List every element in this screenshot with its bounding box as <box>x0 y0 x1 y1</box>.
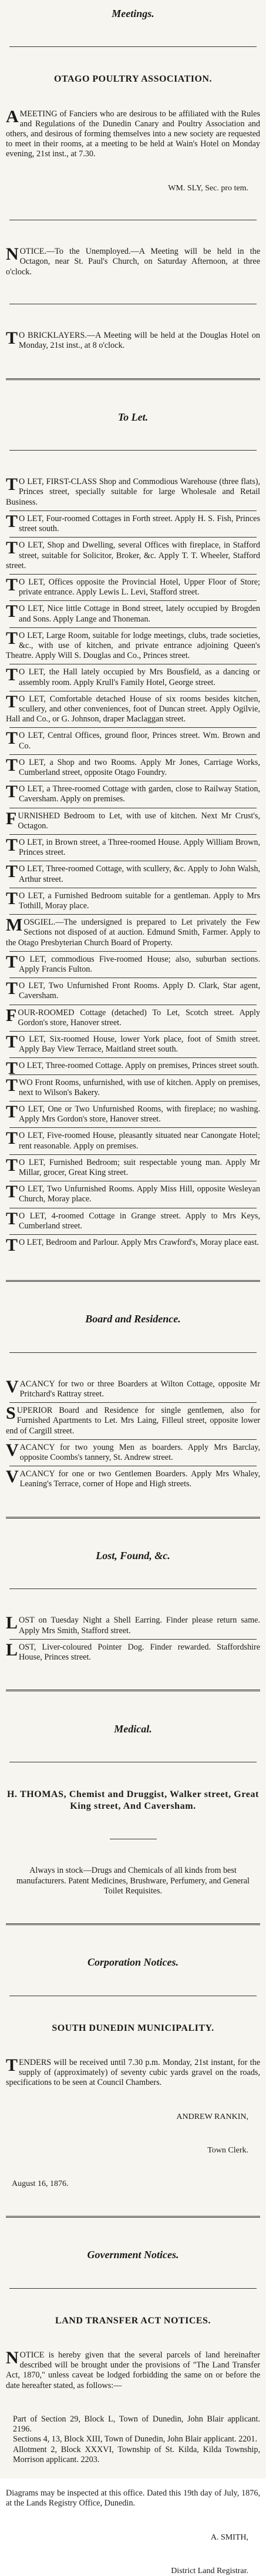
section-heading-to-let: To Let. <box>117 411 149 423</box>
to-let-advert: TO LET, 4-roomed Cottage in Grange street. Apply to Mrs Keys, Cumberland street. <box>6 1208 260 1231</box>
to-let-advert: MOSGIEL.—The undersigned is prepared to Let privately the Few Sections not disposed of at auction. Edmund Smith, Farmer. Apply to the Otago Presbyterian Church Board of Property. <box>6 915 260 948</box>
land-parcel-item: Sections 4, 13, Block XIII, Town of Dunedin, John Blair applicant. 2201. <box>13 2434 258 2444</box>
section-divider <box>6 2216 260 2218</box>
to-let-advert: TO LET, Three-roomed Cottage. Apply on premises, Princes street south. <box>6 1059 259 1079</box>
to-let-advert: TO LET, Three-roomed Cottage, with scullery, &c. Apply to John Walsh, Arthur street. <box>6 862 260 884</box>
divider <box>9 834 257 835</box>
to-let-advert: TO LET, FIRST-CLASS Shop and Commodious Warehouse (three flats), Princes street, specially suitable for large Wholesale and Retail Business. <box>6 475 260 507</box>
registrar-role: District Land Registrar. <box>171 2566 248 2575</box>
divider <box>9 1031 257 1032</box>
lost-advert: LOST on Tuesday Night a Shell Earring. Finder please return same. Apply Mrs Smith, Stafford street. <box>6 1613 260 1635</box>
chemist-stock-notice: Always in stock—Drugs and Chemicals of all kinds from best manufacturers. Patent Medicines, Brushware, Perfumery, and General Toilet Requisites. <box>16 1866 250 1896</box>
to-let-advert: TO LET, Offices opposite the Provincial Hotel, Upper Floor of Store; private entrance. Apply Lewis L. Levi, Stafford street. <box>6 575 260 597</box>
notice-date: August 16, 1876. <box>12 2179 69 2189</box>
divider <box>9 1234 257 1235</box>
to-let-advert: TO LET, Two Unfurnished Rooms. Apply Miss Hill, opposite Wesleyan Church, Moray place. <box>6 1182 260 1204</box>
section-divider <box>6 1923 260 1925</box>
land-parcel-list <box>6 2414 260 2465</box>
divider <box>9 537 257 538</box>
unemployed-notice: NOTICE.—To the Unemployed.—A Meeting will be held in the Octagon, near St. Paul's Church, on Saturday Afternoon, at three o'clock. <box>6 244 260 277</box>
divider <box>9 574 257 575</box>
divider <box>9 914 257 915</box>
divider <box>9 1639 257 1640</box>
to-let-advert: TWO Front Rooms, unfurnished, with use of kitchen. Apply on premises, next to Wilson's Bakery. <box>6 1075 260 1097</box>
poultry-association-notice: AMEETING of Fanciers who are desirous to be affiliated with the Rules and Regulations of the Dunedin Canary and Poultry Association and others, and desirous of forming themselves into a new society are requested to meet in their rooms, at a meeting to be held at Wain's Hotel on Monday evening, 21st inst., at 7.30. <box>6 106 260 159</box>
divider <box>9 1352 257 1353</box>
divider <box>9 46 257 47</box>
divider <box>9 2288 257 2289</box>
divider <box>9 627 257 628</box>
divider <box>9 727 257 728</box>
to-let-advert: TO LET, Six-roomed House, lower York place, foot of Smith street. Apply Bay View Terrace, Maitland street south. <box>6 1032 260 1054</box>
to-let-advert: TO LET, Shop and Dwelling, several Offices with fireplace, in Stafford street, suitable for Solicitor, Broker, &c. Apply T. T. Wheeler, Stafford street. <box>6 538 260 570</box>
section-heading-medical: Medical. <box>114 1722 152 1735</box>
board-advert: VACANCY for one or two Gentlemen Boarders. Apply Mrs Whaley, Leaning's Terrace, corner of Hope and High streets. <box>6 1467 260 1489</box>
section-heading-lost: Lost, Found, &c. <box>96 1550 170 1562</box>
poultry-association-signature: WM. SLY, Sec. pro tem. <box>168 183 248 193</box>
divider <box>9 1127 257 1128</box>
divider <box>9 600 257 601</box>
board-advert: SUPERIOR Board and Residence for single gentlemen, also for Furnished Apartments to Let. Mrs Laing, Filleul street, opposite lower end of Cargill street. <box>6 1403 260 1436</box>
to-let-advert: TO LET, Five-roomed House, pleasantly situated near Canongate Hotel; rent reasonable. Apply on premises. <box>6 1129 260 1151</box>
to-let-advert: TO LET, Four-roomed Cottages in Forth street. Apply H. S. Fish, Princes street south. <box>6 511 260 534</box>
section-divider <box>6 378 260 380</box>
land-transfer-notice: NOTICE is hereby given that the several parcels of land hereinafter described will be brought under the provisions of "The Land Transfer Act, 1870," unless caveat be lodged forbidding the same on or before the date hereafter stated, as follows:— <box>6 2347 260 2390</box>
divider <box>9 1057 257 1058</box>
bricklayers-notice: TO BRICKLAYERS.—A Meeting will be held at the Douglas Hotel on Monday, 21st inst., at 8 o'clock. <box>6 328 260 351</box>
section-divider <box>6 1280 260 1282</box>
board-advert: VACANCY for two young Men as boarders. Apply Mrs Barclay, opposite Coombs's tannery, St. Andrew street. <box>6 1440 260 1463</box>
board-advert: VACANCY for two or three Boarders at Wilton Cottage, opposite Mr Pritchard's Rattray street. <box>6 1376 260 1399</box>
to-let-advert: FOUR-ROOMED Cottage (detached) To Let, Scotch street. Apply Gordon's store, Hanover street. <box>6 1005 260 1027</box>
to-let-advert: TO LET, Bedroom and Parlour. Apply Mrs Crawford's, Moray place east. <box>6 1235 259 1255</box>
to-let-advert: TO LET, a Furnished Bedroom suitable for a gentleman. Apply to Mrs Tothill, Moray place. <box>6 888 260 911</box>
divider <box>9 951 257 952</box>
divider <box>9 1439 257 1440</box>
to-let-advert: TO LET, commodious Five-roomed House; also, suburban sections. Apply Francis Fulton. <box>6 952 260 974</box>
board-list <box>6 1376 260 1490</box>
town-clerk-role: Town Clerk. <box>207 2145 248 2155</box>
section-heading-board: Board and Residence. <box>85 1313 181 1325</box>
divider <box>9 754 257 755</box>
to-let-advert: TO LET, Large Room, suitable for lodge meetings, clubs, trade societies, &c., with use of kitchen, and private entrance adjoining Queen's Theatre. Apply Will S. Douglas and Co., Princes street. <box>6 628 260 661</box>
section-divider <box>6 1690 260 1691</box>
land-transfer-footer: Diagrams may be inspected at this office. Dated this 19th day of July, 1876, at the Lands Registry Office, Dunedin. <box>6 2488 260 2508</box>
divider <box>9 1588 257 1589</box>
lost-advert: LOST, Liver-coloured Pointer Dog. Finder rewarded. Staffordshire House, Princes street. <box>6 1640 260 1662</box>
land-parcel-item: Part of Section 29, Block L, Town of Dunedin, John Blair applicant. 2196. <box>13 2414 260 2434</box>
to-let-list <box>6 477 260 1253</box>
chemist-firm: H. THOMAS, Chemist and Druggist, Walker street, Great King street, And Caversham. <box>7 1789 259 1811</box>
section-divider <box>6 1517 260 1519</box>
to-let-advert: TO LET, the Hall lately occupied by Mrs Bousfield, as a dancing or assembly room. Apply Krull's Family Hotel, George street. <box>6 665 260 687</box>
municipality-title: SOUTH DUNEDIN MUNICIPALITY. <box>52 2023 214 2033</box>
to-let-advert: TO LET, Central Offices, ground floor, Princes street. Wm. Brown and Co. <box>6 728 260 751</box>
tenders-notice: TENDERS will be received until 7.30 p.m. Monday, 21st instant, for the supply of (approximately) of seventy cubic yards gravel on the roads, specifications to be seen at Council Chambers. <box>6 2055 260 2088</box>
divider <box>9 1402 257 1403</box>
land-transfer-title: LAND TRANSFER ACT NOTICES. <box>55 2315 211 2326</box>
divider <box>9 450 257 451</box>
town-clerk-name: ANDREW RANKIN, <box>176 2112 248 2121</box>
land-parcel-item: Allotment 2, Block XXXVI, Township of St. Kilda, Kilda Township, Morrison applicant. 2203. <box>13 2444 260 2464</box>
to-let-advert: TO LET, Two Unfurnished Front Rooms. Apply D. Clark, Star agent, Caversham. <box>6 979 260 1001</box>
to-let-advert: FURNISHED Bedroom to Let, with use of kitchen. Next Mr Crust's, Octagon. <box>6 808 260 831</box>
section-heading-corporation: Corporation Notices. <box>87 1956 179 1969</box>
to-let-advert: TO LET, Furnished Bedroom; suit respectable young man. Apply Mr Millar, grocer, Great King street. <box>6 1155 260 1178</box>
section-heading-government: Government Notices. <box>87 2249 179 2261</box>
registrar-name: A. SMITH, <box>210 2533 248 2542</box>
poultry-association-title: OTAGO POULTRY ASSOCIATION. <box>54 74 212 85</box>
to-let-advert: TO LET, a Three-roomed Cottage with garden, close to Railway Station, Caversham. Apply on premises. <box>6 782 260 804</box>
to-let-advert: TO LET, Nice little Cottage in Bond street, lately occupied by Brogden and Sons. Apply Lange and Thoneman. <box>6 602 260 624</box>
to-let-advert: TO LET, One or Two Unfurnished Rooms, with fireplace; no washing. Apply Mrs Gordon's store, Hanover street. <box>6 1102 260 1124</box>
to-let-advert: TO LET, Comfortable detached House of six rooms besides kitchen, scullery, and other conveniences, foot of Duncan street. Apply Ogilvie, Hall and Co., or G. Johnson, draper Maclaggan street. <box>6 691 260 724</box>
divider <box>9 1154 257 1155</box>
lost-list <box>6 1613 260 1663</box>
to-let-advert: TO LET, in Brown street, a Three-roomed House. Apply William Brown, Princes street. <box>6 835 260 858</box>
to-let-advert: TO LET, a Shop and two Rooms. Apply Mr Jones, Carriage Works, Cumberland street, opposite Otago Foundry. <box>6 755 260 777</box>
divider <box>9 1074 257 1075</box>
section-heading-meetings: Meetings. <box>112 8 154 19</box>
